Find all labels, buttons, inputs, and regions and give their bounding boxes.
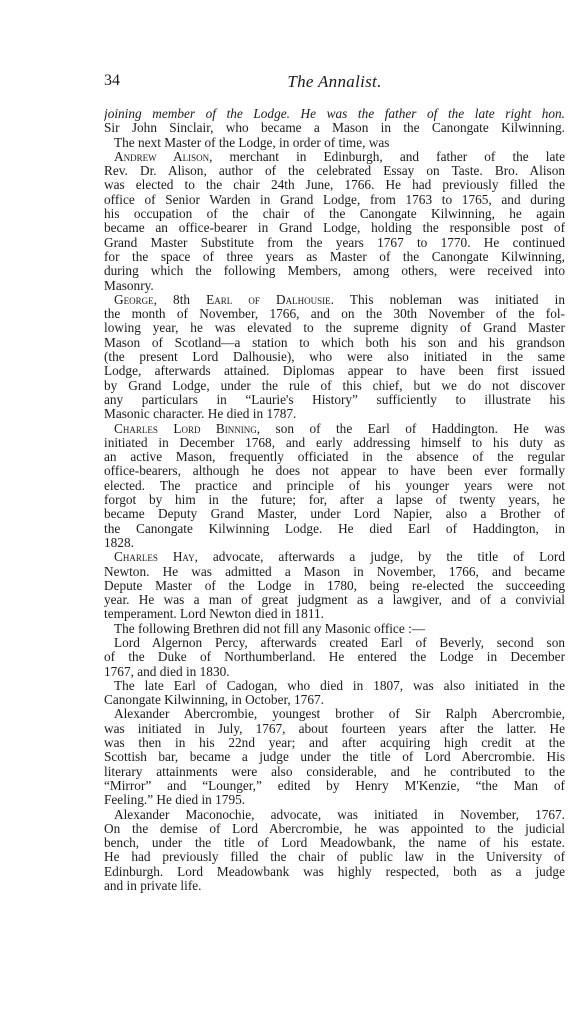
text-line xyxy=(104,493,565,507)
text-line xyxy=(104,364,565,378)
line-text: 1767, and died in 1830. xyxy=(104,664,230,679)
line-text: son of the Earl of Haddington. He was xyxy=(260,421,565,436)
text-line xyxy=(104,436,565,450)
text-line xyxy=(104,822,565,836)
name-small-caps: Earl of Dalhousie. xyxy=(206,292,334,307)
line-text: Lord Algernon Percy, afterwards created Earl of Beverly, second son xyxy=(114,635,565,650)
text-line xyxy=(104,379,565,393)
line-text: Sir John Sinclair, who became a Mason in the Canongate Kilwinning. xyxy=(104,121,565,136)
text-line xyxy=(104,393,565,407)
text-line xyxy=(104,793,565,807)
line-text: the Canongate Kilwinning Lodge. He died Earl of Haddington, in xyxy=(104,521,565,536)
name-small-caps: Andrew Alison, xyxy=(114,149,213,164)
line-text: 8th xyxy=(156,292,207,307)
line-text: his occupation of the chair of the Canongate Kilwinning, he again xyxy=(104,207,565,222)
text-line xyxy=(104,536,565,550)
line-text: office-bearers, although he does not appear to have been ever formally xyxy=(104,464,565,479)
line-text: forgot by him in the future; for, after a lapse of twenty years, he xyxy=(104,493,565,508)
text-line xyxy=(104,679,565,693)
text-line xyxy=(104,736,565,750)
line-text: initiated in December 1768, and early addressing himself to his duty as xyxy=(104,435,565,450)
text-line xyxy=(104,450,565,464)
text-line xyxy=(104,522,565,536)
line-text: was elected to the chair 24th June, 1766. He had previously filled the xyxy=(104,178,565,193)
running-title: The Annalist. xyxy=(287,72,382,91)
line-text: elected. The practice and principle of his younger years were not xyxy=(104,478,565,493)
line-text: Lodge, afterwards attained. Diplomas appear to have been first issued xyxy=(104,364,565,379)
text-line xyxy=(104,422,565,436)
line-text: The late Earl of Cadogan, who died in 1807, was also initiated in the xyxy=(114,678,565,693)
text-line xyxy=(104,579,565,593)
name-small-caps: Charles Lord Binning, xyxy=(114,421,261,436)
text-line xyxy=(104,236,565,250)
line-text: The next Master of the Lodge, in order of time, was xyxy=(114,135,390,150)
line-text: an active Mason, frequently officiated in the absence of the regular xyxy=(104,450,565,465)
text-line xyxy=(104,221,565,235)
text-line xyxy=(104,178,565,192)
text-line xyxy=(104,636,565,650)
line-text: the month of November, 1766, and on the 30th November of the fol- xyxy=(104,307,565,322)
text-line xyxy=(104,722,565,736)
line-text: became an office-bearer in Grand Lodge, holding the responsible post of xyxy=(104,221,565,236)
text-line xyxy=(104,150,565,164)
line-text: Edinburgh. Lord Meadowbank was highly respected, both as a judge xyxy=(104,864,565,879)
line-text: was then in his 22nd year; and after acquiring high credit at the xyxy=(104,736,565,751)
text-line xyxy=(104,250,565,264)
line-text: and in private life. xyxy=(104,879,202,894)
text-line xyxy=(104,865,565,879)
line-text: Newton. He was admitted a Mason in November, 1766, and became xyxy=(104,564,565,579)
line-text: 1828. xyxy=(104,535,134,550)
body-text xyxy=(104,107,565,893)
line-text: literary attainments were also considerable, and he contributed to the xyxy=(104,764,565,779)
line-text: Rev. Dr. Alison, author of the celebrated Essay on Taste. Bro. Alison xyxy=(104,164,565,179)
text-line xyxy=(104,765,565,779)
text-line xyxy=(104,321,565,335)
text-line xyxy=(104,550,565,564)
line-text: Alexander Abercrombie, youngest brother of Sir Ralph Abercrombie, xyxy=(114,707,565,722)
page-header xyxy=(104,72,565,94)
text-line xyxy=(104,264,565,278)
text-line xyxy=(104,607,565,621)
line-text: of the Duke of Northumberland. He entered the Lodge in December xyxy=(104,650,565,665)
name-small-caps: Charles Hay, xyxy=(114,550,198,565)
line-text: bench, under the title of Lord Meadowbank, the name of his estate. xyxy=(104,836,565,851)
line-text: This nobleman was initiated in xyxy=(333,292,565,307)
text-line xyxy=(104,879,565,893)
text-line xyxy=(104,665,565,679)
line-text: He had previously filled the chair of public law in the University of xyxy=(104,850,565,865)
line-text: “Mirror” and “Lounger,” edited by Henry M'Kenzie, “the Man of xyxy=(104,778,565,793)
text-line xyxy=(104,336,565,350)
line-text: Grand Master Substitute from the years 1767 to 1770. He continued xyxy=(104,235,565,250)
text-line xyxy=(104,850,565,864)
text-line xyxy=(104,350,565,364)
line-text: any particulars in “Laurie's History” sufficiently to illustrate his xyxy=(104,392,565,407)
text-line xyxy=(104,750,565,764)
text-line xyxy=(104,464,565,478)
text-line xyxy=(104,407,565,421)
page-number: 34 xyxy=(104,72,120,89)
line-text: Canongate Kilwinning, in October, 1767. xyxy=(104,693,324,708)
line-text: during which the following Members, among others, were received into xyxy=(104,264,565,279)
text-line xyxy=(104,650,565,664)
text-line xyxy=(104,164,565,178)
line-text: On the demise of Lord Abercrombie, he was appointed to the judicial xyxy=(104,821,565,836)
line-text: temperament. Lord Newton died in 1811. xyxy=(104,607,324,622)
line-text: by Grand Lodge, under the rule of this chief, but we do not discover xyxy=(104,378,565,393)
text-line xyxy=(104,193,565,207)
line-text: Masonry. xyxy=(104,278,154,293)
line-text: (the present Lord Dalhousie), who were also initiated in the same xyxy=(104,350,565,365)
text-line xyxy=(104,207,565,221)
text-line xyxy=(104,136,565,150)
line-text: Masonic character. He died in 1787. xyxy=(104,407,297,422)
line-text: Mason of Scotland—a station to which both his son and his grandson xyxy=(104,335,565,350)
line-text: joining member of the Lodge. He was the father of the late right hon. xyxy=(104,107,565,121)
text-line xyxy=(104,693,565,707)
text-line xyxy=(104,808,565,822)
text-line xyxy=(104,279,565,293)
line-text: Feeling.” He died in 1795. xyxy=(104,793,246,808)
text-line xyxy=(104,565,565,579)
line-text: was initiated in July, 1767, about fourteen years after the latter. He xyxy=(104,721,565,736)
line-text: Depute Master of the Lodge in 1780, being re-elected the succeeding xyxy=(104,578,565,593)
text-line xyxy=(104,707,565,721)
text-line xyxy=(104,479,565,493)
line-text: became Deputy Grand Master, under Lord Napier, also a Brother of xyxy=(104,507,565,522)
line-text: The following Brethren did not fill any Masonic office :— xyxy=(114,621,426,636)
line-text: lowing year, he was elevated to the supreme dignity of Grand Master xyxy=(104,321,565,336)
line-text: Scottish bar, became a judge under the title of Lord Abercrombie. His xyxy=(104,750,565,765)
text-line xyxy=(104,836,565,850)
text-line xyxy=(104,293,565,307)
line-text: merchant in Edinburgh, and father of the late xyxy=(212,149,565,164)
text-line xyxy=(104,507,565,521)
text-line xyxy=(104,107,565,121)
text-line xyxy=(104,307,565,321)
text-line xyxy=(104,593,565,607)
line-text: office of Senior Warden in Grand Lodge, from 1763 to 1765, and during xyxy=(104,192,565,207)
line-text: Alexander Maconochie, advocate, was initiated in November, 1767. xyxy=(114,807,565,822)
text-line xyxy=(104,622,565,636)
line-text: year. He was a man of great judgment as a lawgiver, and of a convivial xyxy=(104,593,565,608)
text-line xyxy=(104,779,565,793)
name-small-caps: George, xyxy=(114,292,157,307)
line-text: for the space of three years as Master of the Canongate Kilwinning, xyxy=(104,249,565,264)
line-text: advocate, afterwards a judge, by the title of Lord xyxy=(197,550,565,565)
text-line xyxy=(104,121,565,135)
